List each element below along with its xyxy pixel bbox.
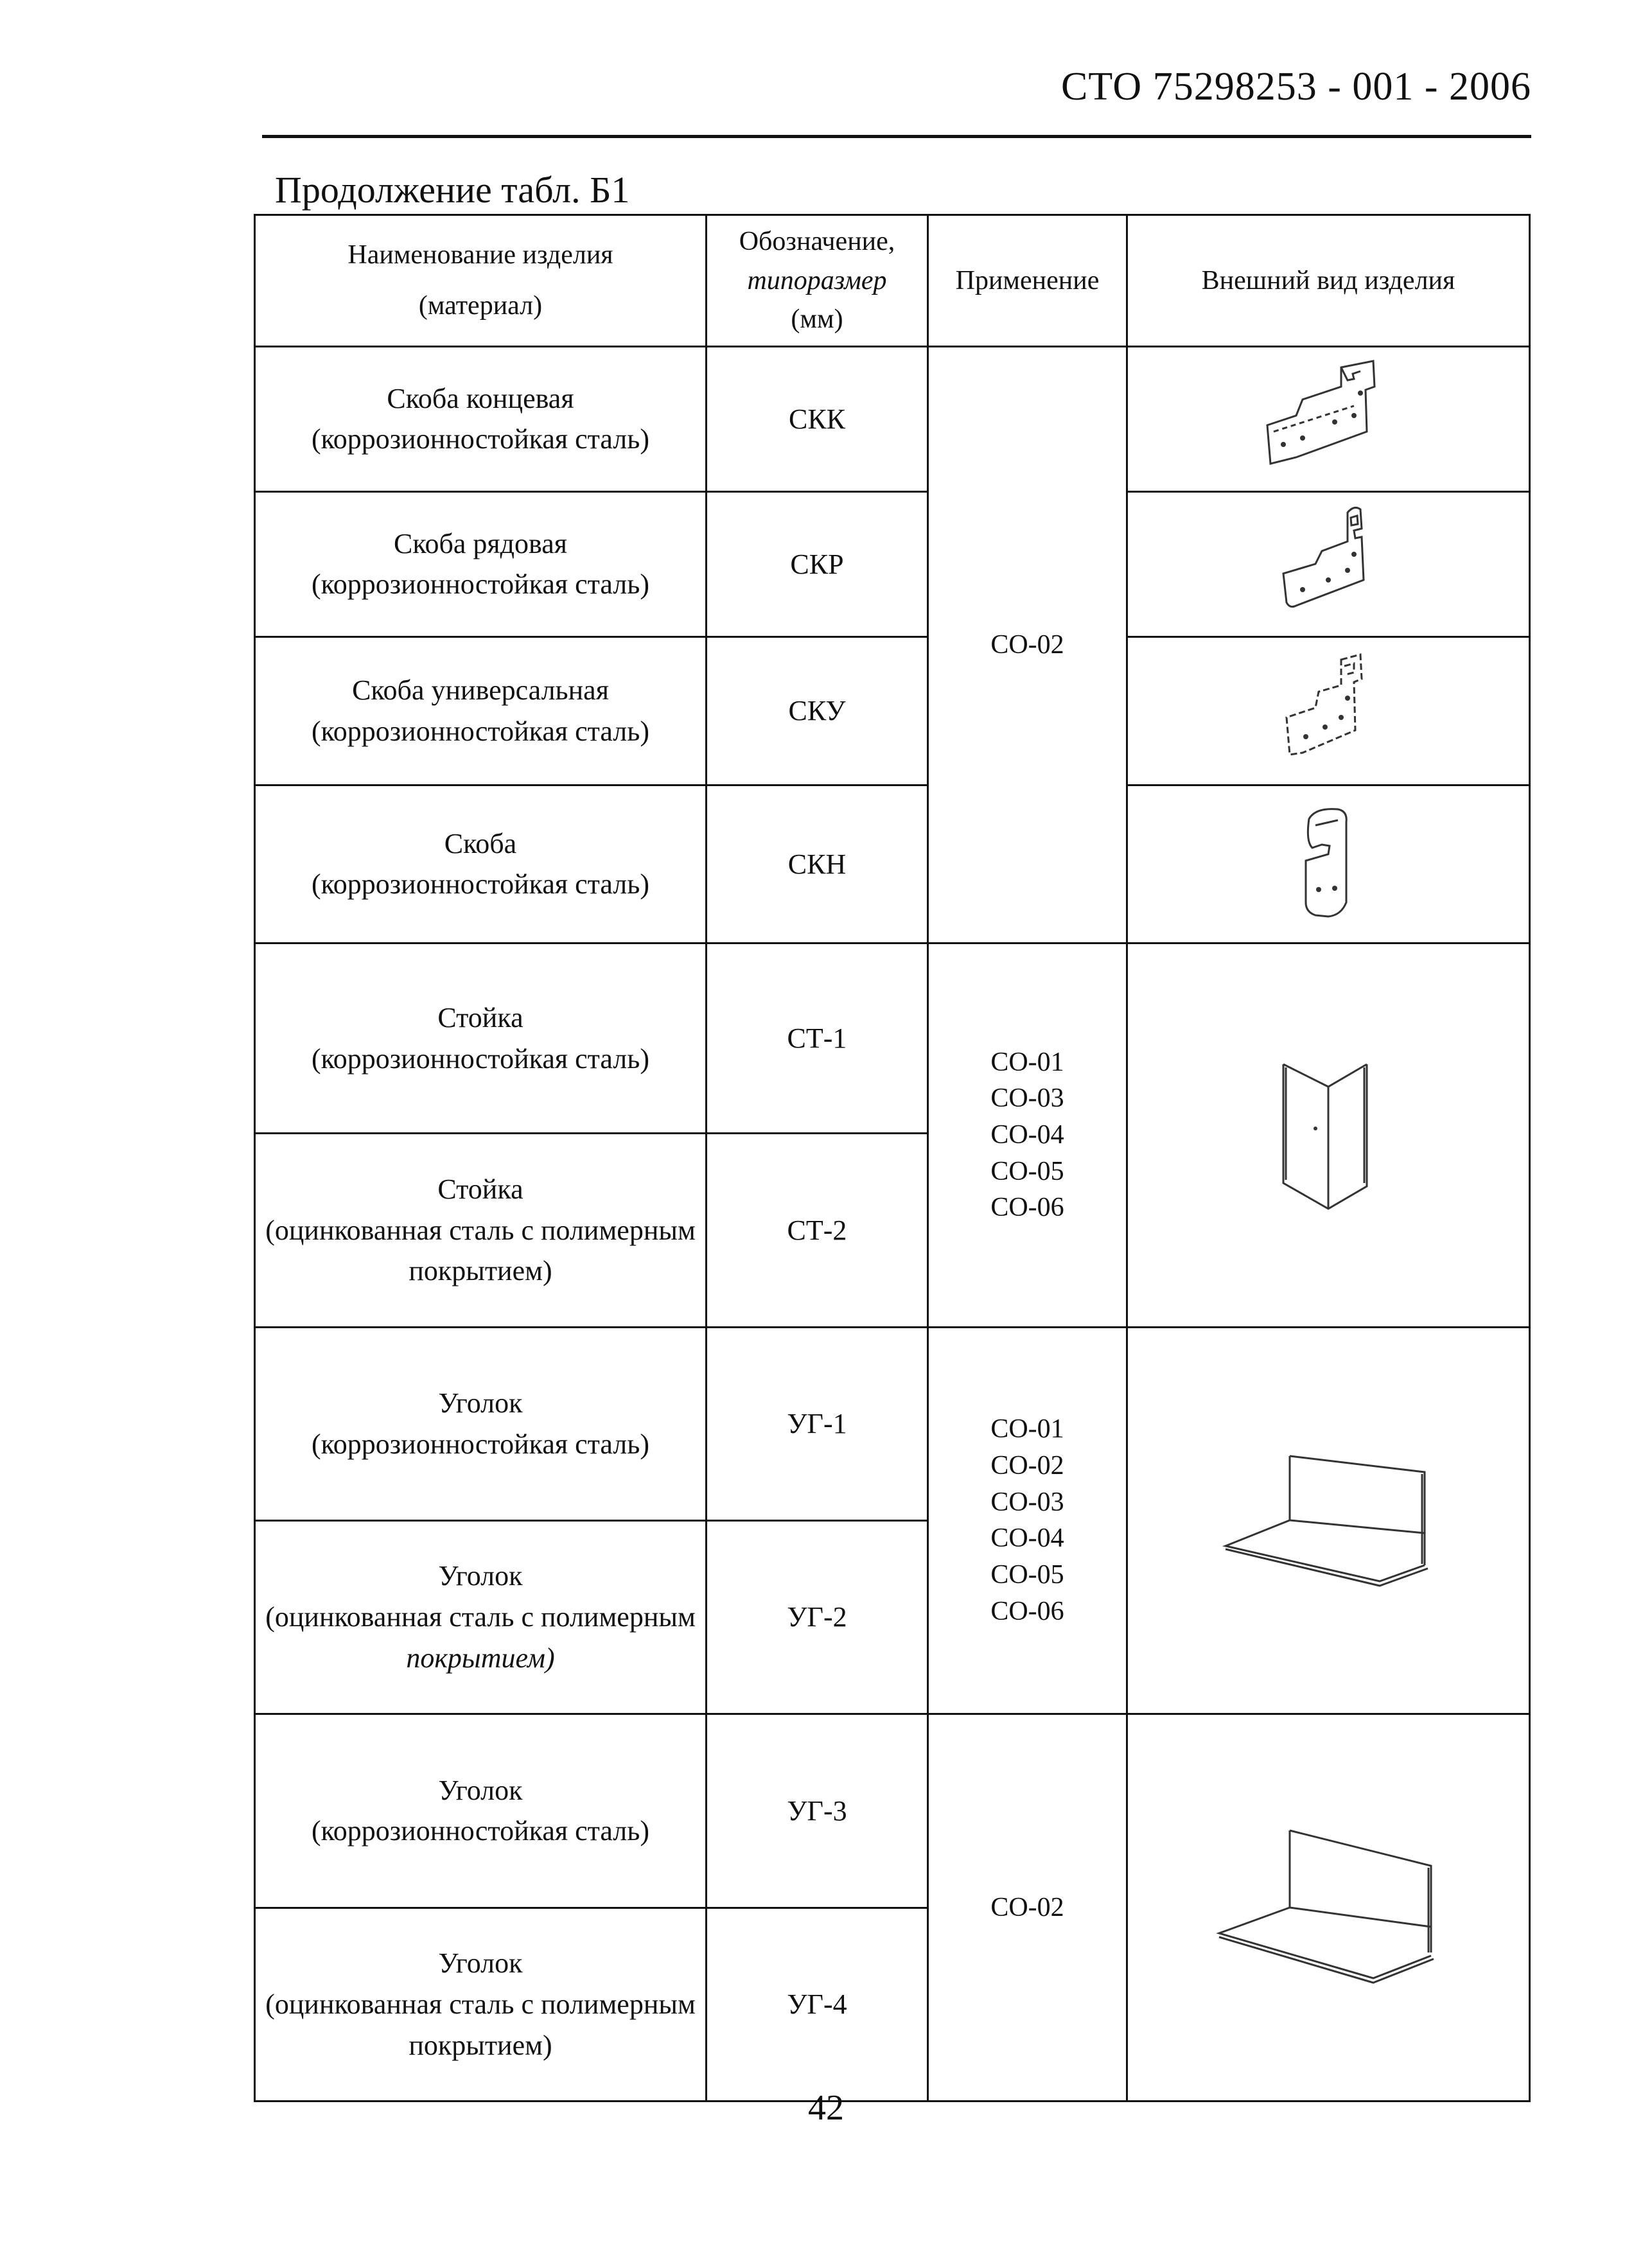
table-row: [255, 636, 1530, 785]
application-cell: [928, 1714, 1127, 2102]
header-name-line2: (материал): [418, 290, 543, 320]
appearance-cell: [1127, 785, 1530, 943]
table-row: [255, 1714, 1530, 1908]
product-name: Уголок: [438, 1774, 523, 1806]
application-code: СО-06: [990, 1193, 1064, 1223]
product-name: Уголок: [438, 1947, 523, 1979]
header-rule: [262, 135, 1531, 138]
name-cell: [255, 943, 707, 1134]
application-cell: [928, 346, 1127, 943]
header-name-line1: Наименование изделия: [347, 240, 613, 270]
table-row: [255, 785, 1530, 943]
row-bracket-icon: [1258, 500, 1399, 628]
code-cell: СКН: [707, 785, 928, 943]
application-cell: [928, 943, 1127, 1328]
appearance-cell: [1127, 1714, 1530, 2102]
product-material: (оцинкованная сталь с полимерным: [265, 1601, 696, 1633]
appearance-cell: [1127, 346, 1530, 491]
application-code: СО-05: [990, 1156, 1064, 1186]
code-cell: УГ-1: [707, 1327, 928, 1520]
corner-icon: [1213, 1437, 1444, 1604]
code-cell: СКК: [707, 346, 928, 491]
product-name: Уголок: [438, 1560, 523, 1592]
header-code-line3: (мм): [791, 304, 843, 335]
table-row: [255, 1327, 1530, 1520]
name-cell: [255, 1134, 707, 1327]
document-code: СТО 75298253 - 001 - 2006: [1061, 65, 1531, 109]
corner-icon: [1206, 1818, 1450, 1997]
application-code: СО-02: [990, 1451, 1064, 1481]
code-cell: СТ-2: [707, 1134, 928, 1327]
name-cell: [255, 785, 707, 943]
product-name: Скоба концевая: [387, 382, 574, 414]
table-caption: Продолжение табл. Б1: [275, 169, 630, 211]
header-application: Применение: [928, 215, 1127, 347]
name-cell: [255, 491, 707, 636]
hook-bracket-icon: [1277, 800, 1380, 928]
application-cell: [928, 1327, 1127, 1714]
product-material-cont: покрытием): [406, 1642, 555, 1674]
header-appearance: Внешний вид изделия: [1127, 215, 1530, 347]
table-row: [255, 346, 1530, 491]
header-name: [255, 215, 707, 347]
product-material-cont: покрытием): [409, 2029, 552, 2061]
appearance-cell: [1127, 636, 1530, 785]
table-header-row: [255, 215, 1530, 347]
application-code: СО-01: [990, 1047, 1064, 1077]
name-cell: [255, 1520, 707, 1714]
product-name: Скоба: [444, 827, 517, 859]
appearance-cell: [1127, 943, 1530, 1328]
application-code: СО-05: [990, 1560, 1064, 1590]
application-code: СО-04: [990, 1523, 1064, 1554]
product-name: Скоба универсальная: [352, 674, 609, 706]
header-code-line2: типоразмер: [747, 265, 887, 295]
appearance-cell: [1127, 491, 1530, 636]
application-code: СО-01: [990, 1414, 1064, 1444]
product-material-cont: покрытием): [409, 1255, 552, 1287]
application-code: СО-04: [990, 1119, 1064, 1150]
products-table: [254, 214, 1531, 2102]
code-cell: УГ-2: [707, 1520, 928, 1714]
header-code-line1: Обозначение,: [739, 226, 895, 256]
code-cell: СТ-1: [707, 943, 928, 1134]
application-code: СО-02: [990, 629, 1064, 660]
code-cell: СКУ: [707, 636, 928, 785]
header-code: [707, 215, 928, 347]
name-cell: [255, 1327, 707, 1520]
table-row: [255, 491, 1530, 636]
product-name: Уголок: [438, 1387, 523, 1419]
universal-bracket-icon: [1258, 647, 1399, 775]
page-number: 42: [808, 2088, 844, 2128]
end-bracket-icon: [1258, 355, 1399, 483]
product-name: Скоба рядовая: [394, 527, 567, 559]
code-cell: УГ-4: [707, 1908, 928, 2101]
name-cell: [255, 1908, 707, 2101]
product-material: (коррозионностойкая сталь): [311, 1042, 649, 1075]
product-material: (коррозионностойкая сталь): [311, 423, 649, 455]
product-material: (коррозионностойкая сталь): [311, 568, 649, 601]
post-icon: [1264, 1051, 1393, 1218]
product-material: (коррозионностойкая сталь): [311, 1428, 649, 1460]
name-cell: [255, 636, 707, 785]
appearance-cell: [1127, 1327, 1530, 1714]
name-cell: [255, 1714, 707, 1908]
product-material: (коррозионностойкая сталь): [311, 868, 649, 900]
application-code: СО-02: [990, 1892, 1064, 1922]
code-cell: УГ-3: [707, 1714, 928, 1908]
product-material: (коррозионностойкая сталь): [311, 1815, 649, 1847]
product-name: Стойка: [437, 1173, 523, 1205]
application-code: СО-06: [990, 1596, 1064, 1626]
product-material: (коррозионностойкая сталь): [311, 715, 649, 747]
product-material: (оцинкованная сталь с полимерным: [265, 1988, 696, 2020]
application-code: СО-03: [990, 1487, 1064, 1517]
product-name: Стойка: [437, 1001, 523, 1033]
name-cell: [255, 346, 707, 491]
code-cell: СКР: [707, 491, 928, 636]
table-row: [255, 943, 1530, 1134]
product-material: (оцинкованная сталь с полимерным: [265, 1214, 696, 1246]
application-code: СО-03: [990, 1084, 1064, 1114]
